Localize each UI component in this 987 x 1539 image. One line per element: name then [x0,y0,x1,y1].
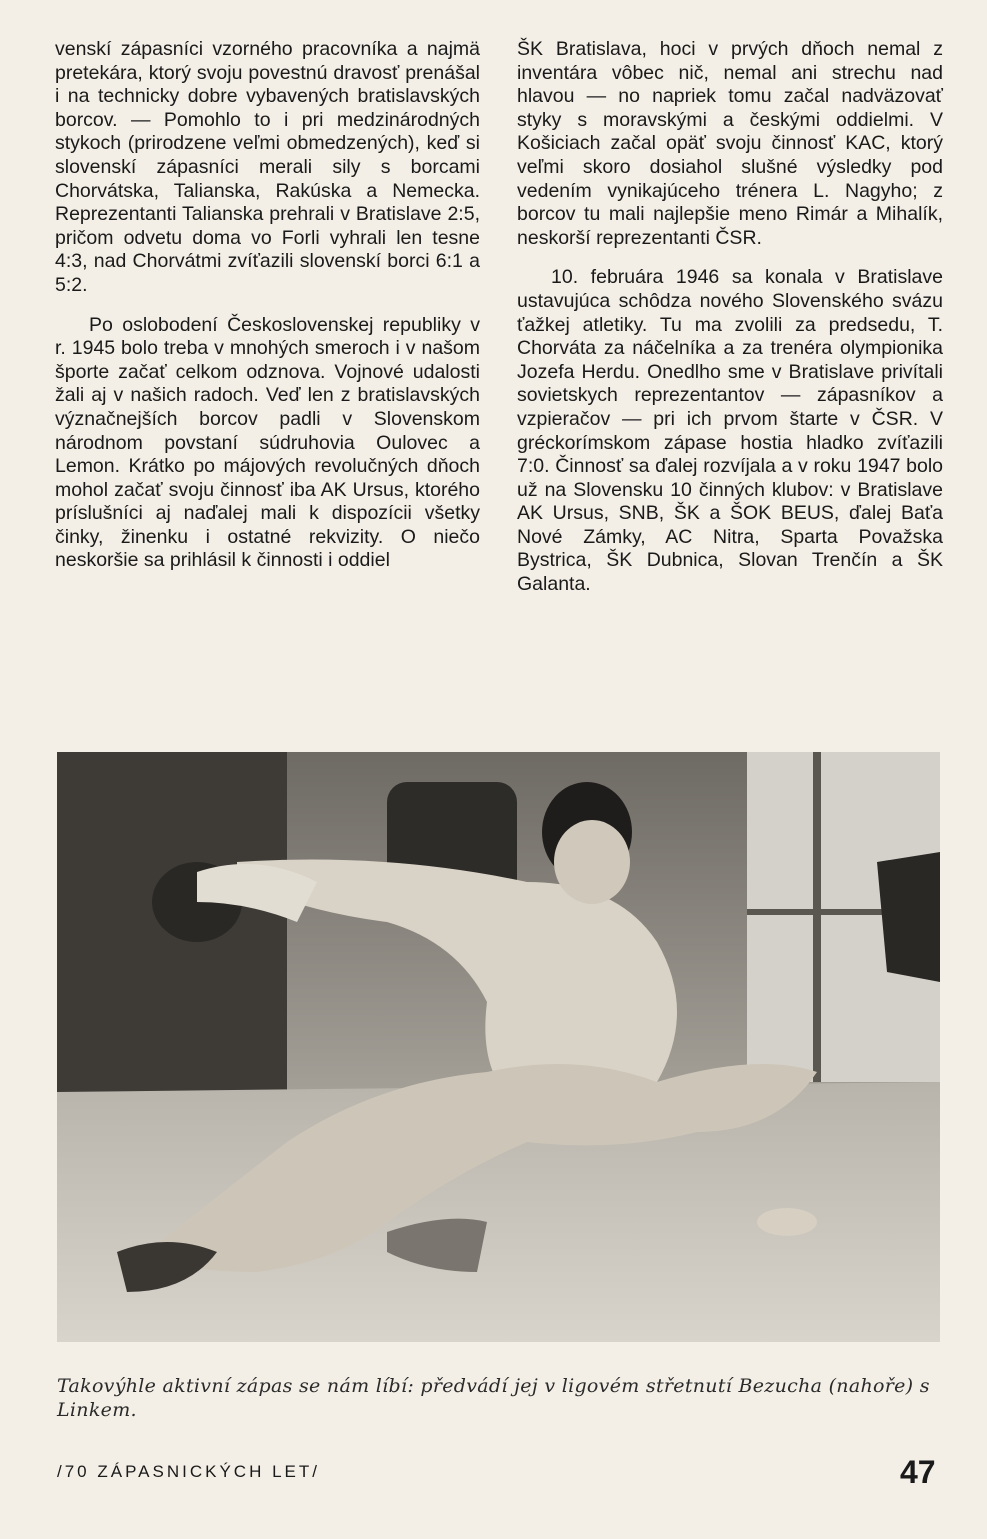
page-number: 47 [900,1454,936,1490]
photo-caption: Takovýhle aktivní zápas se nám líbí: předvádí jej v ligovém střetnutí Bezucha (nahoře) s Linkem. [57,1375,930,1421]
left-paragraph-2: Po oslobodení Československej republiky v r. 1945 bolo treba v mnohých smeroch i v našom športe začať celkom odznova. Vojnové udalosti žali aj v našich radoch. Veď len z bratislavských význačnejších borcov padli v Slovenskom národnom povstaní súdruhovia Oulovec a Lemon. Krátko po májových revolučných dňoch mohol začať svoju činnosť iba AK Ursus, ktorého príslušníci aj naďalej mali k dispozícii všetky činky, žinenku i ostatné rekvizity. O niečo neskoršie sa prihlásil k činnosti i oddiel [55,313,480,572]
left-text-column [55,38,480,573]
wrestling-photo-illustration [57,752,940,1342]
left-paragraph-1: venskí zápasníci vzorného pracovníka a najmä pretekára, ktorý svoju povestnú dravosť prenášal i na technicky dobre vybavených bratislavských borcov. — Pomohlo to i pri medzinárodných stykoch (prirodzene veľmi obmedzených), keď si slovenskí zápasníci merali sily s borcami Chorvátska, Talianska, Rakúska a Nemecka. Reprezentanti Talianska prehrali v Bratislave 2:5, pričom odvetu doma vo Forli vyhrali len tesne 4:3, nad Chorvátmi zvíťazili slovenskí borci 6:1 a 5:2. [55,38,480,296]
right-text-column [517,38,943,597]
running-title: /70 ZÁPASNICKÝCH LET/ [57,1462,320,1481]
wrestling-photo [57,752,940,1342]
right-paragraph-1: ŠK Bratislava, hoci v prvých dňoch nemal z inventára vôbec nič, nemal ani strechu nad hlavou — no napriek tomu začal nadväzovať styky s moravskými a českými oddielmi. V Košiciach začal opäť svoju činnosť KAC, ktorý veľmi skoro dosiahol slušné výsledky pod vedením vynikajúceho trénera L. Nagyho; z borcov tu mali najlepšie meno Rimár a Mihalík, neskorší reprezentanti ČSR. [517,38,943,249]
right-paragraph-2: 10. februára 1946 sa konala v Bratislave ustavujúca schôdza nového Slovenského svázu ťažkej atletiky. Tu ma zvolili za predsedu, T. Chorváta za náčelníka a za trenéra olympionika Jozefa Herdu. Onedlho sme v Bratislave privítali sovietskych reprezentantov — zápasníkov a vzpieračov — pri ich prvom štarte v ČSR. V gréckorímskom zápase hostia hladko zvíťazili 7:0. Činnosť sa ďalej rozvíjala a v roku 1947 bolo už na Slovensku 10 činných klubov: v Bratislave AK Ursus, SNB, ŠK a ŠOK BEUS, ďalej Baťa Nové Zámky, AC Nitra, Sparta Považska Bystrica, ŠK Dubnica, Slovan Trenčín a ŠK Galanta. [517,266,943,596]
